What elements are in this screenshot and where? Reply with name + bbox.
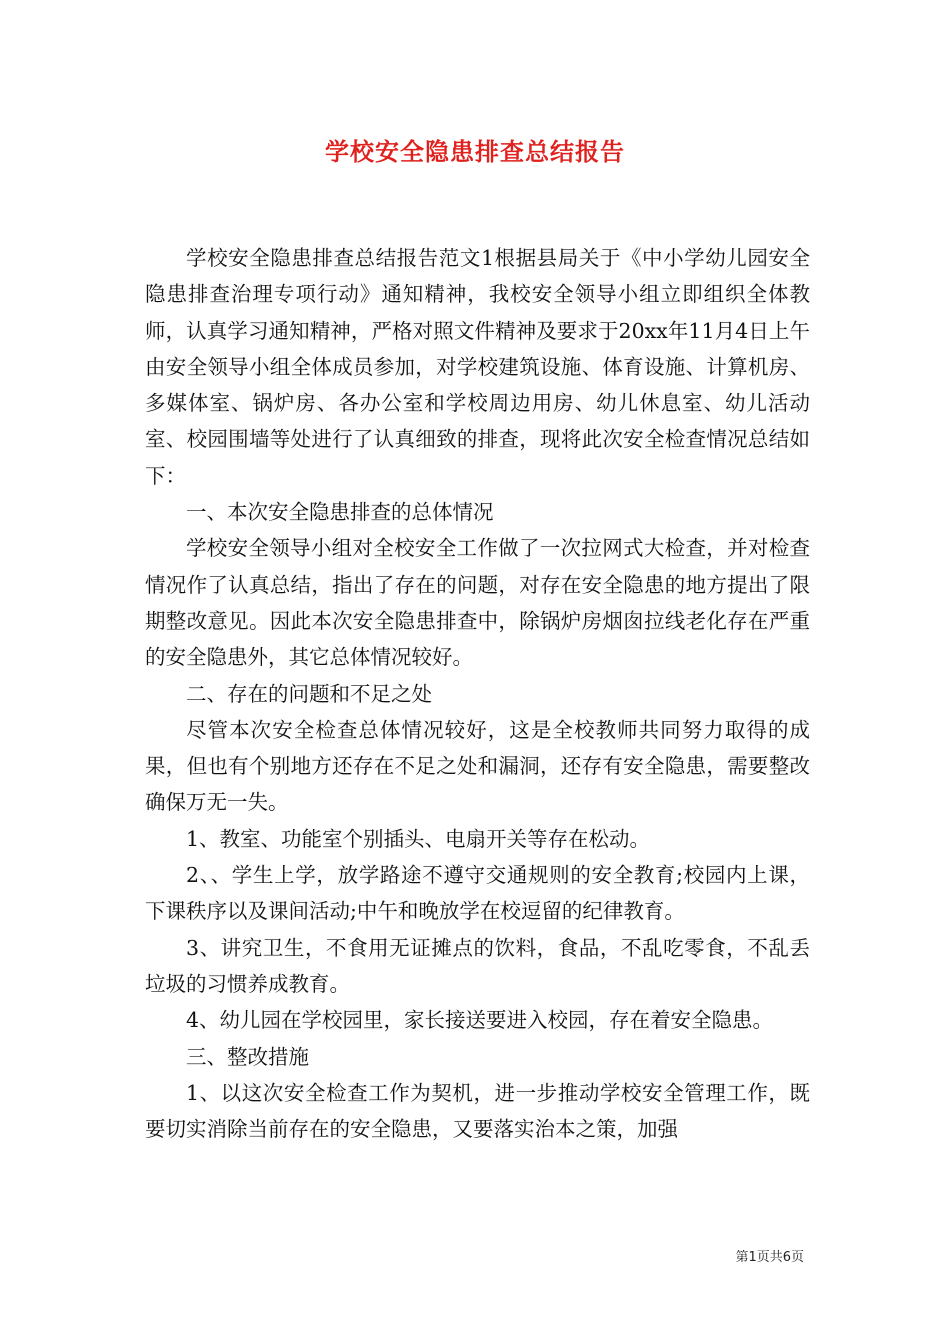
document-body [145, 240, 810, 1147]
list-item-3: 3、讲究卫生，不食用无证摊点的饮料，食品，不乱吃零食，不乱丢垃圾的习惯养成教育。 [145, 935, 810, 996]
section-heading-1: 一、本次安全隐患排查的总体情况 [186, 500, 494, 525]
section-heading-2: 二、存在的问题和不足之处 [186, 681, 432, 706]
list-item-1: 1、教室、功能室个别插头、电扇开关等存在松动。 [186, 826, 651, 851]
paragraph-overall: 学校安全领导小组对全校安全工作做了一次拉网式大检查，并对检查情况作了认真总结，指出了存在的问题，对存在安全隐患的地方提出了限期整改意见。因此本次安全隐患排查中，除锅炉房烟囱拉线老化存在严重的安全隐患外，其它总体情况较好。 [145, 536, 810, 670]
document-title: 学校安全隐患排查总结报告 [325, 138, 625, 166]
paragraph-problems: 尽管本次安全检查总体情况较好，这是全校教师共同努力取得的成果，但也有个别地方还存在不足之处和漏洞，还存有安全隐患，需要整改确保万无一失。 [145, 717, 810, 815]
list-item-2: 2、、学生上学，放学路途不遵守交通规则的安全教育;校园内上课，下课秩序以及课间活动;中午和晚放学在校逗留的纪律教育。 [145, 863, 810, 924]
paragraph-intro: 学校安全隐患排查总结报告范文1根据县局关于《中小学幼儿园安全隐患排查治理专项行动》通知精神，我校安全领导小组立即组织全体教师，认真学习通知精神，严格对照文件精神及要求于20xx年11月4日上午由安全领导小组全体成员参加，对学校建筑设施、体育设施、计算机房、多媒体室、锅炉房、各办公室和学校周边用房、幼儿休息室、幼儿活动室、校园围墙等处进行了认真细致的排查，现将此次安全检查情况总结如下： [145, 246, 810, 488]
list-item-4: 4、幼儿园在学校园里，家长接送要进入校园，存在着安全隐患。 [186, 1008, 774, 1033]
section-heading-3: 三、整改措施 [186, 1044, 309, 1069]
page-number: 第1页共6页 [735, 1250, 804, 1265]
paragraph-measures: 1、以这次安全检查工作为契机，进一步推动学校安全管理工作，既要切实消除当前存在的安全隐患，又要落实治本之策，加强 [145, 1080, 810, 1142]
